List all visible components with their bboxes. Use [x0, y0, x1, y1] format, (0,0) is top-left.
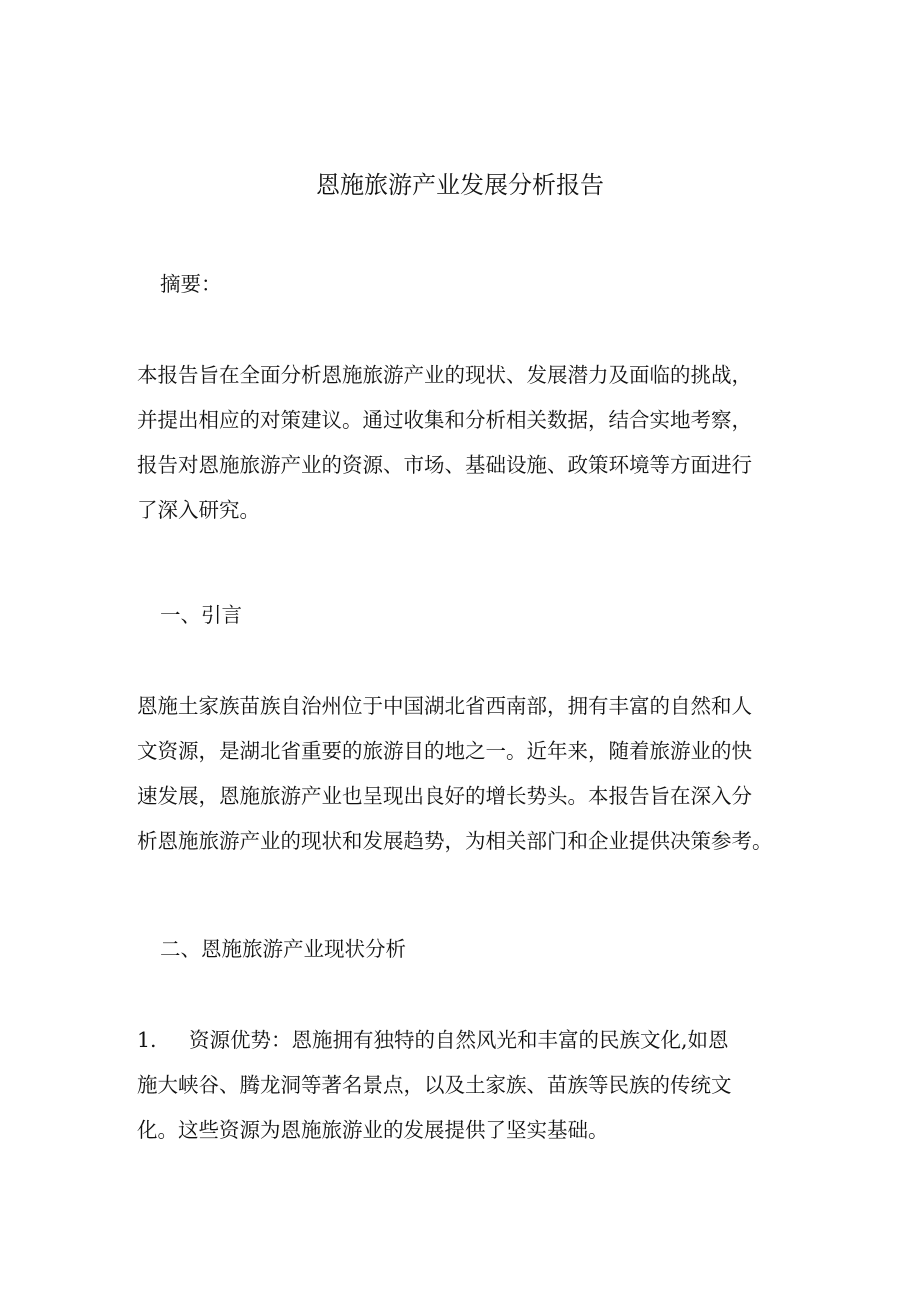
- section1-line: 析恩施旅游产业的现状和发展趋势，为相关部门和企业提供决策参考。: [137, 829, 773, 853]
- abstract-paragraph: [137, 353, 797, 533]
- abstract-line: 报告对恩施旅游产业的资源、市场、基础设施、政策环境等方面进行: [137, 453, 752, 477]
- section1-heading: 一、引言: [160, 603, 242, 627]
- list-item-line: 资源优势：恩施拥有独特的自然风光和丰富的民族文化,如恩: [189, 1028, 729, 1052]
- abstract-line: 了深入研究。: [137, 498, 260, 522]
- list-item-line: 化。这些资源为恩施旅游业的发展提供了坚实基础。: [137, 1118, 609, 1142]
- list-item-number: 1.: [137, 1028, 157, 1052]
- section2-heading: 二、恩施旅游产业现状分析: [160, 937, 406, 961]
- list-item-line: 施大峡谷、腾龙洞等著名景点，以及土家族、苗族等民族的传统文: [137, 1073, 732, 1097]
- section1-line: 速发展，恩施旅游产业也呈现出良好的增长势头。本报告旨在深入分: [137, 784, 752, 808]
- abstract-heading: 摘要：: [160, 272, 222, 296]
- list-item-1: [137, 1018, 797, 1153]
- abstract-line: 本报告旨在全面分析恩施旅游产业的现状、发展潜力及面临的挑战，: [137, 363, 752, 387]
- section1-paragraph: [137, 684, 797, 864]
- list-item-first-line: [137, 1018, 797, 1063]
- section1-line: 恩施土家族苗族自治州位于中国湖北省西南部，拥有丰富的自然和人: [137, 694, 752, 718]
- section1-line: 文资源，是湖北省重要的旅游目的地之一。近年来，随着旅游业的快: [137, 739, 752, 763]
- document-title: 恩施旅游产业发展分析报告: [316, 171, 604, 199]
- abstract-line: 并提出相应的对策建议。通过收集和分析相关数据，结合实地考察，: [137, 408, 752, 432]
